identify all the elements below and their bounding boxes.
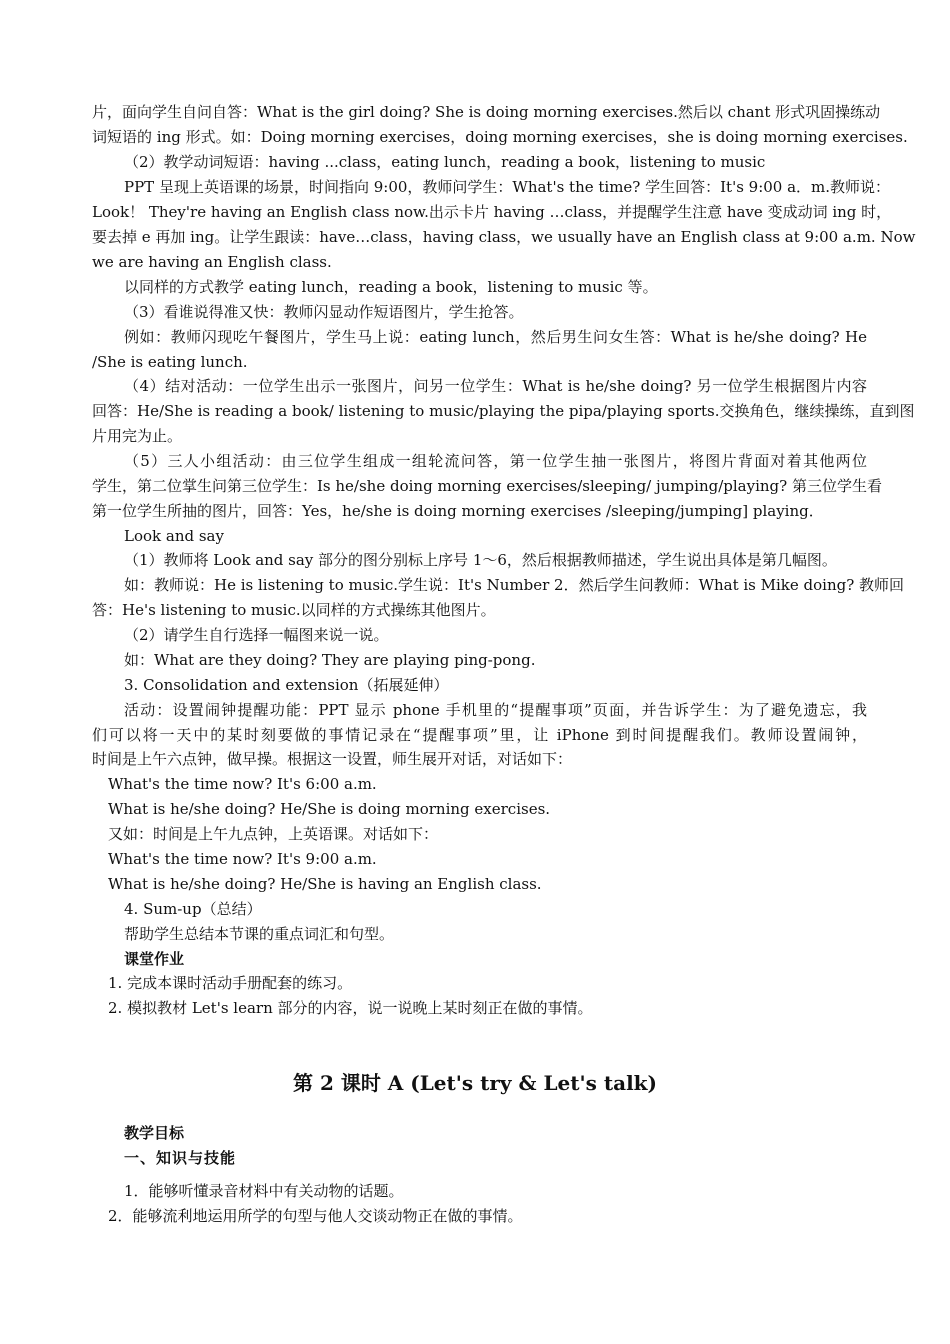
body-line: 例如：教师闪现吃午餐图片，学生马上说：eating lunch，然后男生问女生答：What is he/she doing? He — [124, 328, 867, 346]
body-line: 如：What are they doing? They are playing ping-pong. — [124, 651, 536, 669]
homework-heading: 课堂作业 — [124, 950, 185, 968]
section-label: 4. Sum-up（总结） — [124, 900, 262, 918]
body-line: 答：He's listening to music.以同样的方式操练其他图片。 — [92, 601, 496, 619]
body-line: （3）看谁说得准又快：教师闪显动作短语图片，学生抢答。 — [124, 303, 524, 321]
lesson-title: 第 2 课时 A (Let's try & Let's talk) — [293, 1071, 657, 1095]
body-line: 第一位学生所抽的图片，回答：Yes，he/she is doing morning exercises /sleeping/jumping] playing． — [92, 502, 824, 520]
body-line: （1）教师将 Look and say 部分的图分别标上序号 1～6，然后根据教师描述，学生说出具体是第几幅图。 — [124, 551, 837, 569]
objective-item: 2．能够流利地运用所学的句型与他人交谈动物正在做的事情。 — [108, 1207, 523, 1225]
body-line: （4）结对活动：一位学生出示一张图片，问另一位学生：What is he/she doing? 另一位学生根据图片内容 — [124, 377, 867, 395]
body-line: 要去掉 e 再加 ing。让学生跟读：have…class，having class，we usually have an English class at 9:00 a.m. Now — [92, 228, 916, 246]
body-line: 片用完为止。 — [92, 427, 183, 445]
dialogue-line: What's the time now? It's 6:00 a.m. — [108, 775, 377, 793]
section-label: 3. Consolidation and extension（拓展延伸） — [124, 676, 449, 694]
body-line: （2）教学动词短语：having ...class，eating lunch，reading a book，listening to music — [124, 153, 766, 171]
homework-item: 2. 模拟教材 Let's learn 部分的内容，说一说晚上某时刻正在做的事情。 — [108, 999, 593, 1017]
body-line: 活动：设置闹钟提醒功能：PPT 显示 phone 手机里的“提醒事项”页面，并告诉学生：为了避免遗忘，我 — [124, 701, 867, 719]
body-line: 学生，第二位掌生问第三位学生：Is he/she doing morning exercises/sleeping/ jumping/playing? 第三位学生看 — [92, 477, 882, 495]
objectives-heading: 教学目标 — [124, 1124, 185, 1142]
body-line: PPT 呈现上英语课的场景，时间指向 9:00，教师问学生：What's the time? 学生回答：It's 9:00 a．m.教师说： — [124, 178, 891, 196]
body-line: 时间是上午六点钟，做早操。根据这一设置，师生展开对话，对话如下： — [92, 750, 573, 768]
dialogue-line: What's the time now? It's 9:00 a.m. — [108, 850, 377, 868]
body-line: Look！ They're having an English class now.出示卡片 having …class，并提醒学生注意 have 变成动词 ing 时， — [92, 203, 892, 221]
objective-item: 1．能够听懂录音材料中有关动物的话题。 — [124, 1182, 404, 1200]
body-line: 以同样的方式教学 eating lunch，reading a book，listening to music 等。 — [124, 278, 658, 296]
body-line: 如：教师说：He is listening to music.学生说：It's Number 2．然后学生问教师：What is Mike doing? 教师回 — [124, 576, 905, 594]
body-line: 帮助学生总结本节课的重点词汇和句型。 — [124, 925, 395, 943]
body-line: /She is eating lunch. — [92, 353, 248, 371]
body-line: 词短语的 ing 形式。如：Doing morning exercises，doing morning exercises，she is doing morning exercises. — [92, 128, 908, 146]
body-line: 们可以将一天中的某时刻要做的事情记录在“提醒事项”里，让 iPhone 到时间提醒我们。教师设置闹钟， — [92, 726, 867, 744]
subsection-heading: 一、知识与技能 — [124, 1149, 237, 1167]
body-line: 片，面向学生自问自答：What is the girl doing? She is doing morning exercises.然后以 chant 形式巩固操练动 — [92, 103, 881, 121]
dialogue-line: What is he/she doing? He/She is having an English class. — [108, 875, 542, 893]
section-label: Look and say — [124, 527, 224, 545]
homework-item: 1. 完成本课时活动手册配套的练习。 — [108, 974, 353, 992]
dialogue-line: What is he/she doing? He/She is doing morning exercises. — [108, 800, 551, 818]
body-line: 回答：He/She is reading a book/ listening to music/playing the pipa/playing sports.交换角色，继续操练，直到图 — [92, 402, 915, 420]
body-line: 又如：时间是上午九点钟，上英语课。对话如下： — [108, 825, 439, 843]
body-line: （5）三人小组活动：由三位学生组成一组轮流问答，第一位学生抽一张图片，将图片背面对着其他两位 — [124, 452, 867, 470]
body-line: （2）请学生自行选择一幅图来说一说。 — [124, 626, 389, 644]
body-line: we are having an English class. — [92, 253, 332, 271]
